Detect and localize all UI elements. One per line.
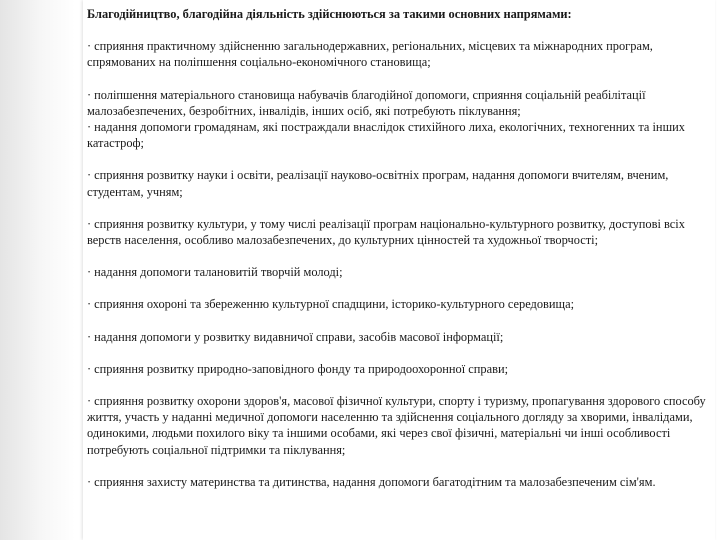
bullet: · xyxy=(87,474,92,489)
list-item-text: поліпшення матеріального становища набувачів благодійної допомоги, сприяння соціальній реабілітації малозабезпечених, безробітних, інвалідів, інших осіб, які потребують піклування; xyxy=(87,87,646,118)
bullet: · xyxy=(87,168,92,183)
list-item-text: сприяння розвитку науки і освіти, реалізації науково-освітніх програм, надання допомоги вчителям, вченим, студентам, учням; xyxy=(87,168,669,199)
list-item-text: сприяння розвитку охорони здоров'я, масової фізичної культури, спорту і туризму, пропагування здорового способу життя, участь у наданні медичної допомоги населенню та здійснення соціального догляду за хворими, інвалідами, одинокими, людьми похилого віку та іншими особами, які через свої фізичні, матеріальні чи інші особливості потребують соціальної підтримки та піклування; xyxy=(87,394,706,457)
list-item xyxy=(87,296,709,312)
bullet: · xyxy=(87,297,92,312)
bullet: · xyxy=(87,394,92,409)
list-item-text: надання допомоги у розвитку видавничої справи, засобів масової інформації; xyxy=(94,329,504,344)
list-item-text: сприяння розвитку культури, у тому числі реалізації програм національно-культурного розвитку, доступові всіх верств населення, особливо малозабезпечених, до культурних цінностей та художньої творчості; xyxy=(87,216,685,248)
list-item xyxy=(87,393,709,458)
bullet: · xyxy=(87,265,92,280)
list-item xyxy=(87,361,709,377)
list-item xyxy=(87,474,709,490)
bullet: · xyxy=(87,216,92,231)
list-item xyxy=(87,329,709,345)
list-item-text: надання допомоги талановитій творчій молоді; xyxy=(94,265,343,280)
list-item-text: надання допомоги громадянам, які постраждали внаслідок стихійного лиха, екологічних, техногенних та інших катастроф; xyxy=(87,120,685,151)
document-title: Благодійництво, благодійна діяльність здійснюються за такими основних напрямами: xyxy=(87,7,572,21)
bullet: · xyxy=(87,329,92,344)
bullet: · xyxy=(87,39,92,54)
bullet: · xyxy=(87,87,92,102)
list-item xyxy=(87,87,709,119)
list-item-text: сприяння захисту материнства та дитинства, надання допомоги багатодітним та малозабезпеченим сім'ям. xyxy=(94,474,656,489)
bullet: · xyxy=(87,361,92,376)
list-item xyxy=(87,216,709,248)
list-item-text: сприяння охороні та збереженню культурної спадщини, історико-культурного середовища; xyxy=(94,297,575,312)
list-item xyxy=(87,264,709,280)
list-item xyxy=(87,167,709,199)
list-item xyxy=(87,38,709,70)
list-item-text: сприяння розвитку природно-заповідного фонду та природоохоронної справи; xyxy=(94,361,509,376)
document-body xyxy=(87,6,709,506)
list-item-text: сприяння практичному здійсненню загальнодержавних, регіональних, місцевих та міжнародних програм, спрямованих на поліпшення соціально-економічного становища; xyxy=(87,39,653,70)
list-item xyxy=(87,119,709,151)
bullet: · xyxy=(87,120,92,135)
